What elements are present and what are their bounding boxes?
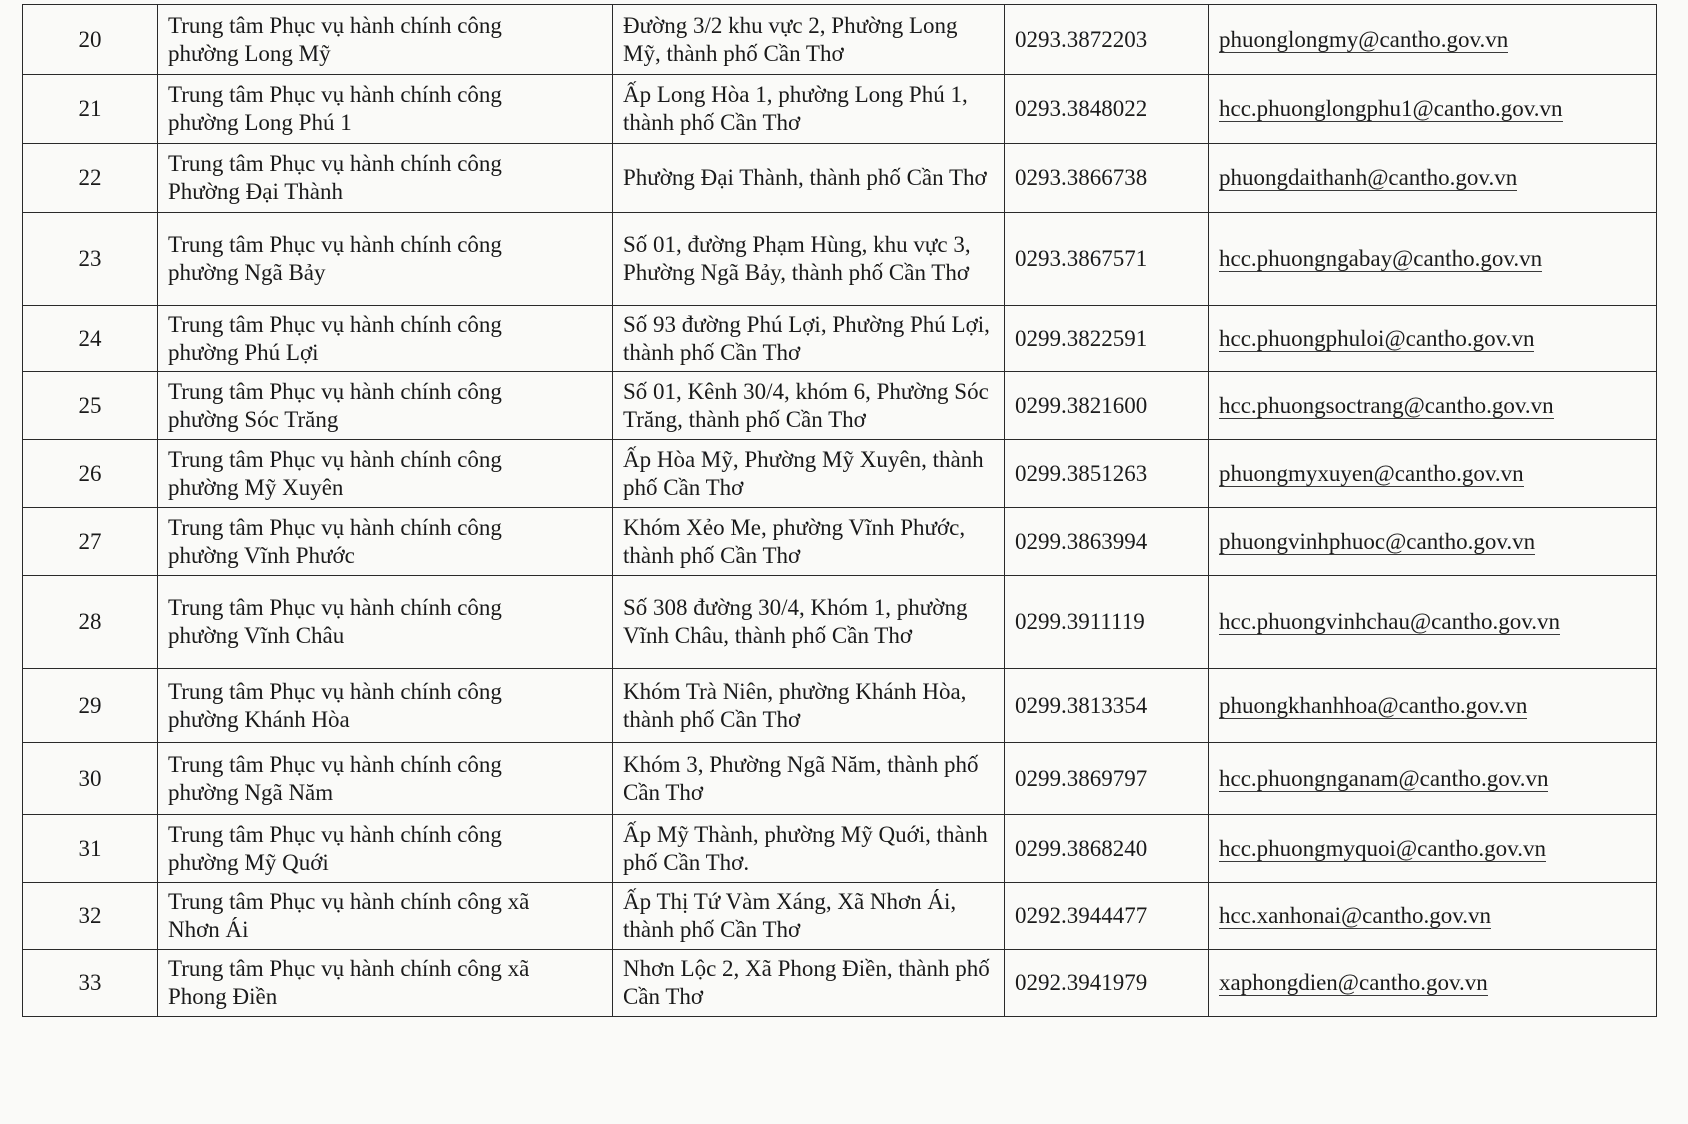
- table-row: [23, 75, 1657, 144]
- center-name-line1: Trung tâm Phục vụ hành chính công: [168, 82, 502, 107]
- address-cell: Nhơn Lộc 2, Xã Phong Điền, thành phố Cần Thơ: [613, 950, 1005, 1017]
- table-row: [23, 213, 1657, 306]
- row-number: 28: [23, 576, 158, 669]
- email-cell: [1209, 213, 1657, 306]
- center-name: [158, 75, 613, 144]
- email-cell: [1209, 743, 1657, 815]
- row-number: 31: [23, 815, 158, 883]
- phone-cell: 0292.3944477: [1005, 883, 1209, 950]
- email-cell: [1209, 576, 1657, 669]
- center-name: [158, 950, 613, 1017]
- center-name: [158, 440, 613, 508]
- center-name-line2: phường Long Mỹ: [168, 40, 331, 66]
- table-row: [23, 144, 1657, 213]
- address-cell: Ấp Long Hòa 1, phường Long Phú 1, thành phố Cần Thơ: [613, 75, 1005, 144]
- email-link[interactable]: phuonglongmy@cantho.gov.vn: [1219, 26, 1509, 52]
- phone-cell: 0293.3866738: [1005, 144, 1209, 213]
- phone-cell: 0293.3867571: [1005, 213, 1209, 306]
- row-number: 21: [23, 75, 158, 144]
- center-name: [158, 576, 613, 669]
- center-name-line1: Trung tâm Phục vụ hành chính công: [168, 595, 502, 620]
- center-name-line1: Trung tâm Phục vụ hành chính công xã: [168, 956, 530, 981]
- center-name-line1: Trung tâm Phục vụ hành chính công: [168, 232, 502, 257]
- email-link[interactable]: phuongdaithanh@cantho.gov.vn: [1219, 165, 1518, 190]
- center-name-line1: Trung tâm Phục vụ hành chính công: [168, 446, 502, 472]
- phone-cell: 0293.3848022: [1005, 75, 1209, 144]
- phone-cell: 0299.3863994: [1005, 508, 1209, 576]
- email-link[interactable]: hcc.phuongphuloi@cantho.gov.vn: [1219, 325, 1535, 351]
- table-body: [23, 5, 1657, 1017]
- center-name-line1: Trung tâm Phục vụ hành chính công: [168, 378, 502, 404]
- row-number: 32: [23, 883, 158, 950]
- row-number: 29: [23, 669, 158, 743]
- email-link[interactable]: phuongkhanhhoa@cantho.gov.vn: [1219, 692, 1528, 718]
- row-number: 25: [23, 372, 158, 440]
- center-name-line2: phường Vĩnh Phước: [168, 542, 355, 568]
- center-name-line1: Trung tâm Phục vụ hành chính công: [168, 151, 502, 176]
- center-name-line1: Trung tâm Phục vụ hành chính công: [168, 678, 502, 704]
- center-name: [158, 669, 613, 743]
- address-cell: Số 308 đường 30/4, Khóm 1, phường Vĩnh Châu, thành phố Cần Thơ: [613, 576, 1005, 669]
- center-name: [158, 743, 613, 815]
- email-link[interactable]: xaphongdien@cantho.gov.vn: [1219, 970, 1488, 995]
- center-name-line1: Trung tâm Phục vụ hành chính công: [168, 311, 502, 337]
- email-link[interactable]: hcc.phuongmyquoi@cantho.gov.vn: [1219, 835, 1546, 861]
- phone-cell: 0299.3869797: [1005, 743, 1209, 815]
- center-name-line2: phường Ngã Năm: [168, 779, 334, 805]
- center-name-line2: phường Phú Lợi: [168, 339, 319, 365]
- center-name-line2: phường Khánh Hòa: [168, 706, 350, 732]
- center-name-line2: phường Ngã Bảy: [168, 260, 326, 285]
- phone-cell: 0299.3822591: [1005, 306, 1209, 372]
- address-cell: Khóm Xẻo Me, phường Vĩnh Phước, thành phố Cần Thơ: [613, 508, 1005, 576]
- center-name-line2: phường Sóc Trăng: [168, 406, 339, 432]
- table-row: [23, 815, 1657, 883]
- center-name-line2: phường Long Phú 1: [168, 110, 352, 135]
- center-name-line1: Trung tâm Phục vụ hành chính công: [168, 751, 502, 777]
- center-name: [158, 306, 613, 372]
- row-number: 20: [23, 5, 158, 75]
- address-cell: Số 93 đường Phú Lợi, Phường Phú Lợi, thành phố Cần Thơ: [613, 306, 1005, 372]
- email-cell: [1209, 144, 1657, 213]
- center-name-line1: Trung tâm Phục vụ hành chính công xã: [168, 889, 530, 914]
- row-number: 24: [23, 306, 158, 372]
- address-cell: Đường 3/2 khu vực 2, Phường Long Mỹ, thành phố Cần Thơ: [613, 5, 1005, 75]
- table-row: [23, 950, 1657, 1017]
- table-row: [23, 883, 1657, 950]
- email-link[interactable]: hcc.xanhonai@cantho.gov.vn: [1219, 903, 1491, 928]
- row-number: 27: [23, 508, 158, 576]
- phone-cell: 0299.3851263: [1005, 440, 1209, 508]
- center-name: [158, 508, 613, 576]
- phone-cell: 0292.3941979: [1005, 950, 1209, 1017]
- email-cell: [1209, 75, 1657, 144]
- email-link[interactable]: hcc.phuongvinhchau@cantho.gov.vn: [1219, 609, 1560, 634]
- row-number: 23: [23, 213, 158, 306]
- email-cell: [1209, 440, 1657, 508]
- email-link[interactable]: hcc.phuonglongphu1@cantho.gov.vn: [1219, 96, 1563, 121]
- center-name: [158, 815, 613, 883]
- email-link[interactable]: phuongmyxuyen@cantho.gov.vn: [1219, 460, 1524, 486]
- table-row: [23, 372, 1657, 440]
- service-center-table: [22, 4, 1657, 1017]
- center-name-line1: Trung tâm Phục vụ hành chính công: [168, 514, 502, 540]
- email-link[interactable]: phuongvinhphuoc@cantho.gov.vn: [1219, 528, 1536, 554]
- table-row: [23, 576, 1657, 669]
- phone-cell: 0299.3813354: [1005, 669, 1209, 743]
- center-name-line2: phường Vĩnh Châu: [168, 623, 345, 648]
- table-row: [23, 743, 1657, 815]
- row-number: 22: [23, 144, 158, 213]
- email-cell: [1209, 669, 1657, 743]
- table-row: [23, 669, 1657, 743]
- row-number: 33: [23, 950, 158, 1017]
- center-name-line2: Phường Đại Thành: [168, 179, 343, 204]
- address-cell: Số 01, Kênh 30/4, khóm 6, Phường Sóc Trăng, thành phố Cần Thơ: [613, 372, 1005, 440]
- address-cell: Khóm Trà Niên, phường Khánh Hòa, thành phố Cần Thơ: [613, 669, 1005, 743]
- center-name: [158, 5, 613, 75]
- center-name-line2: phường Mỹ Quới: [168, 849, 329, 875]
- phone-cell: 0299.3821600: [1005, 372, 1209, 440]
- center-name: [158, 372, 613, 440]
- address-cell: Phường Đại Thành, thành phố Cần Thơ: [613, 144, 1005, 213]
- center-name-line1: Trung tâm Phục vụ hành chính công: [168, 821, 502, 847]
- email-cell: [1209, 372, 1657, 440]
- center-name: [158, 144, 613, 213]
- row-number: 26: [23, 440, 158, 508]
- center-name-line2: Phong Điền: [168, 984, 278, 1009]
- email-cell: [1209, 815, 1657, 883]
- table-row: [23, 508, 1657, 576]
- center-name-line2: phường Mỹ Xuyên: [168, 474, 344, 500]
- center-name-line1: Trung tâm Phục vụ hành chính công: [168, 12, 502, 38]
- email-link[interactable]: hcc.phuongngabay@cantho.gov.vn: [1219, 246, 1543, 271]
- address-cell: Ấp Mỹ Thành, phường Mỹ Quới, thành phố Cần Thơ.: [613, 815, 1005, 883]
- email-cell: [1209, 883, 1657, 950]
- address-cell: Số 01, đường Phạm Hùng, khu vực 3, Phường Ngã Bảy, thành phố Cần Thơ: [613, 213, 1005, 306]
- table-row: [23, 306, 1657, 372]
- row-number: 30: [23, 743, 158, 815]
- email-link[interactable]: hcc.phuongnganam@cantho.gov.vn: [1219, 765, 1549, 791]
- table-row: [23, 440, 1657, 508]
- address-cell: Ấp Hòa Mỹ, Phường Mỹ Xuyên, thành phố Cần Thơ: [613, 440, 1005, 508]
- email-cell: [1209, 508, 1657, 576]
- phone-cell: 0293.3872203: [1005, 5, 1209, 75]
- center-name-line2: Nhơn Ái: [168, 917, 249, 942]
- table-row: [23, 5, 1657, 75]
- phone-cell: 0299.3868240: [1005, 815, 1209, 883]
- email-cell: [1209, 306, 1657, 372]
- address-cell: Khóm 3, Phường Ngã Năm, thành phố Cần Thơ: [613, 743, 1005, 815]
- phone-cell: 0299.3911119: [1005, 576, 1209, 669]
- email-cell: [1209, 5, 1657, 75]
- center-name: [158, 213, 613, 306]
- email-cell: [1209, 950, 1657, 1017]
- center-name: [158, 883, 613, 950]
- address-cell: Ấp Thị Tứ Vàm Xáng, Xã Nhơn Ái, thành phố Cần Thơ: [613, 883, 1005, 950]
- email-link[interactable]: hcc.phuongsoctrang@cantho.gov.vn: [1219, 392, 1554, 418]
